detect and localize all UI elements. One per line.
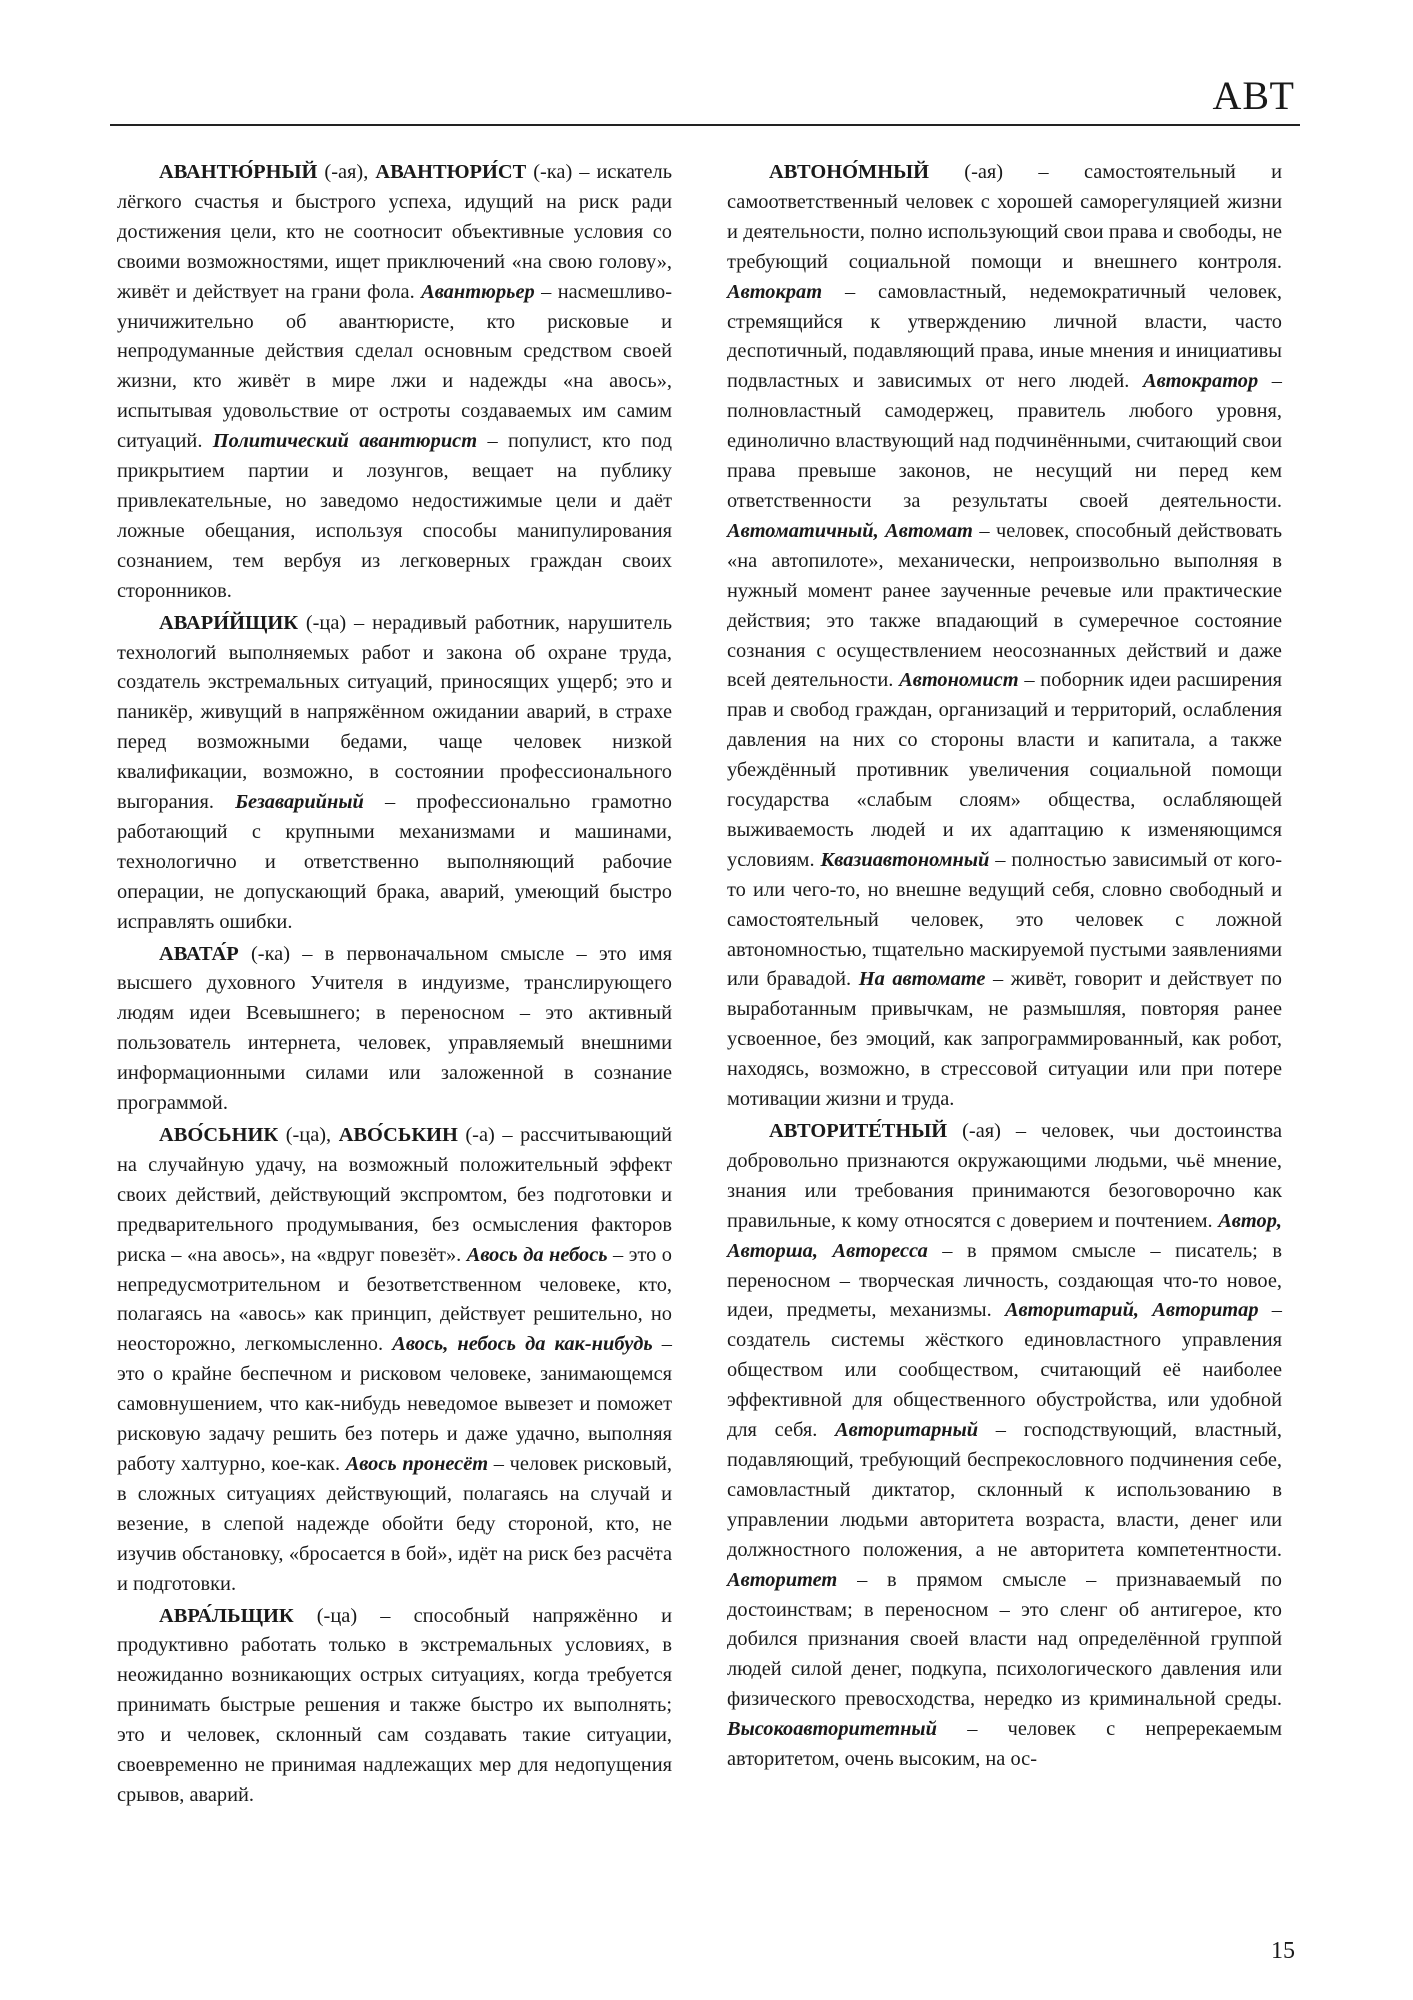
definition-text: – в прямом смысле – признаваемый по достоинствам; в переносном – это сленг об антигерое, кто добился признания своей власти над определённой группой людей силой денег, подкупа, психологического давления или физического превосходства, нередко из криминальной среды.	[727, 1568, 1282, 1711]
sub-term: Квазиавтономный	[820, 848, 990, 871]
sub-term: Авось, небось да как-нибудь	[392, 1333, 653, 1356]
dictionary-entry	[117, 609, 672, 938]
definition-text: (-ая),	[317, 161, 376, 183]
sub-term: Авось пронесёт	[345, 1452, 489, 1475]
dictionary-entry	[117, 158, 672, 607]
right-column	[727, 158, 1282, 1777]
header-divider	[110, 124, 1300, 126]
definition-text: (-ка) – искатель лёгкого счастья и быстрого успеха, идущий на риск ради достижения цели, кто не соотносит объективные условия со своими возможностями, ищет приключений «на свою голову», живёт и действует на грани фола.	[117, 161, 672, 303]
definition-text: – насмешливо-уничижительно об авантюристе, кто рисковые и непродуманные действия сделал основным средством своей жизни, кто живёт в мире лжи и надежды «на авось», испытывая удовольствие от остроты создаваемых им самим ситуаций.	[117, 280, 673, 453]
headword: АВАРИ́ЙЩИК	[159, 611, 298, 634]
headword: АВАТА́Р	[159, 942, 239, 965]
definition-text: – профессионально грамотно работающий с крупными механизмами и машинами, технологично и ответственно выполняющий рабочие операции, не допускающий брака, аварий, умеющий быстро исправлять ошибки.	[117, 791, 672, 933]
left-column	[117, 158, 672, 1813]
definition-text: (-ца) – нерадивый работник, нарушитель технологий выполняемых работ и закона об охране труда, создатель экстремальных ситуаций, приносящих ущерб; это и паникёр, живущий в напряжённом ожидании аварий, в страхе перед возможными бедами, чаще человек низкой квалификации, возможно, в состоянии профессионального выгорания.	[117, 611, 672, 814]
headword: АВАНТЮРИ́СТ	[375, 161, 527, 183]
headword: АВТОРИТЕ́ТНЫЙ	[769, 1120, 948, 1142]
sub-term: Авось да небось	[466, 1243, 608, 1266]
headword: АВО́СЬКИН	[338, 1124, 458, 1146]
definition-text: – человек рисковый, в сложных ситуациях действующий, полагаясь на случай и везение, в слепой надежде обойти беду стороной, кто, не изучив обстановку, «бросается в бой», идёт на риск без расчёта и подготовки.	[117, 1452, 672, 1595]
definition-text: – живёт, говорит и действует по выработанным привычкам, не размышляя, повторяя ранее усвоенное, без эмоций, как запрограммированный, как робот, находясь, возможно, в стрессовой ситуации или при потере мотивации жизни и труда.	[727, 968, 1282, 1111]
sub-term: Автократор	[1142, 370, 1259, 393]
headword: АВРА́ЛЬЩИК	[159, 1604, 294, 1627]
dictionary-entry	[117, 940, 672, 1119]
definition-text: – поборник идеи расширения прав и свобод граждан, организаций и территорий, ослабления давления на них со стороны власти и капитала, а также убеждённый противник увеличения социальной помощи государства «слабым слоям» общества, ослабляющей выживаемость людей и их адаптацию к изменяющимся условиям.	[727, 669, 1282, 871]
definition-text: (-ая) – человек, чьи достоинства добровольно признаются окружающими людьми, чьё мнение, знания или требования принимаются безоговорочно как правильные, к кому относятся с доверием и почтением.	[727, 1120, 1282, 1232]
definition-text: – популист, кто под прикрытием партии и лозунгов, вещает на публику привлекательные, но заведомо недостижимые цели и даёт ложные обещания, используя способы манипулирования сознанием, тем вербуя из легковерных граждан своих сторонников.	[117, 430, 672, 602]
sub-term: Автор, Авторша, Авторесса	[727, 1209, 1282, 1262]
definition-text: – создатель системы жёсткого единовластного управления обществом или сообществом, считающий её наиболее эффективной для общественного обустройства, или удобной для себя.	[727, 1299, 1282, 1442]
definition-text: – полновластный самодержец, правитель любого уровня, единолично властвующий над подчинёнными, считающий свои права превыше законов, не несущий ни перед кем ответственности за результаты своей деятельности.	[727, 370, 1283, 512]
definition-text: (-ка) – в первоначальном смысле – это имя высшего духовного Учителя в индуизме, транслирующего людям идеи Всевышнего; в переносном – это активный пользователь интернета, человек, управляемый внешними информационными силами или заложенной в сознание программой.	[117, 942, 672, 1115]
headword: АВО́СЬНИК	[159, 1124, 279, 1146]
sub-term: Автономист	[899, 669, 1019, 692]
dictionary-entry	[117, 1121, 672, 1600]
headword: АВАНТЮ́РНЫЙ	[159, 161, 318, 183]
sub-term: Политический авантюрист	[212, 430, 478, 453]
definition-text: (-ца),	[278, 1124, 339, 1146]
running-header: АВТ	[1212, 73, 1295, 118]
definition-text: – человек, способный действовать «на автопилоте», механически, непроизвольно выполняя в нужный момент ранее заученные речевые или практические действия; это также впадающий в сумеречное состояние сознания с осуществлением неосознанных действий и даже всей деятельности.	[727, 519, 1282, 692]
sub-term: Авантюрьер	[421, 280, 535, 303]
sub-term: Автоматичный, Автомат	[727, 519, 973, 542]
dictionary-entry	[117, 1602, 672, 1811]
definition-text: – в прямом смысле – писатель; в переносном – творческая личность, создающая что-то новое, идеи, предметы, механизмы.	[727, 1239, 1283, 1322]
sub-term: Высокоавторитетный	[727, 1718, 937, 1741]
definition-text: – полностью зависимый от кого-то или чего-то, но внешне ведущий себя, словно свободный и самостоятельный человек, это человек с ложной автономностью, тщательно маскируемой пустыми заявлениями или бравадой.	[727, 848, 1282, 991]
dictionary-entry	[727, 1117, 1282, 1775]
sub-term: Авторитарный	[835, 1419, 979, 1442]
headword: АВТОНО́МНЫЙ	[769, 161, 929, 183]
definition-text: (-ая) – самостоятельный и самоответственный человек с хорошей саморегуляцией жизни и деятельности, полно использующий свои права и свободы, не требующий социальной помощи и внешнего контроля.	[727, 161, 1282, 273]
sub-term: Авторитет	[727, 1568, 838, 1591]
sub-term: На автомате	[858, 968, 986, 991]
definition-text: (-ца) – способный напряжённо и продуктивно работать только в экстремальных условиях, в неожиданно возникающих острых ситуациях, когда требуется принимать быстрые решения и также быстро их выполнять; это и человек, склонный сам создавать такие ситуации, своевременно не принимая надлежащих мер для недопущения срывов, аварий.	[117, 1604, 672, 1806]
page-number: 15	[1271, 1938, 1295, 1964]
dictionary-entry	[727, 158, 1282, 1115]
sub-term: Безаварийный	[235, 791, 364, 814]
definition-text: – самовластный, недемократичный человек, стремящийся к утверждению личной власти, часто деспотичный, подавляющий права, иные мнения и инициативы подвластных и зависимых от него людей.	[727, 280, 1282, 393]
definition-text: – господствующий, властный, подавляющий, требующий беспрекословного подчинения себе, самовластный диктатор, склонный к использованию в управлении людьми авторитета возраста, власти, денег или должностного положения, а не авторитета компетентности.	[727, 1419, 1282, 1561]
definition-text: – это о непредусмотрительном и безответственном человеке, кто, полагаясь на «авось» как принцип, действует решительно, но неосторожно, легкомысленно.	[117, 1243, 672, 1356]
definition-text: – человек с непререкаемым авторитетом, очень высоким, на ос-	[727, 1718, 1282, 1771]
definition-text: – это о крайне беспечном и рисковом человеке, занимающемся самовнушением, что как-нибудь неведомое вывезет и поможет рисковую задачу решить без потерь и даже удачно, выполняя работу халтурно, кое-как.	[117, 1333, 672, 1475]
sub-term: Автократ	[727, 280, 823, 303]
sub-term: Авторитарий, Авторитар	[1004, 1299, 1259, 1322]
definition-text: (-а) – рассчитывающий на случайную удачу, на возможный положительный эффект своих действий, действующий экспромтом, без подготовки и предварительного продумывания, без осмысления факторов риска – «на авось», на «вдруг повезёт».	[117, 1124, 672, 1266]
